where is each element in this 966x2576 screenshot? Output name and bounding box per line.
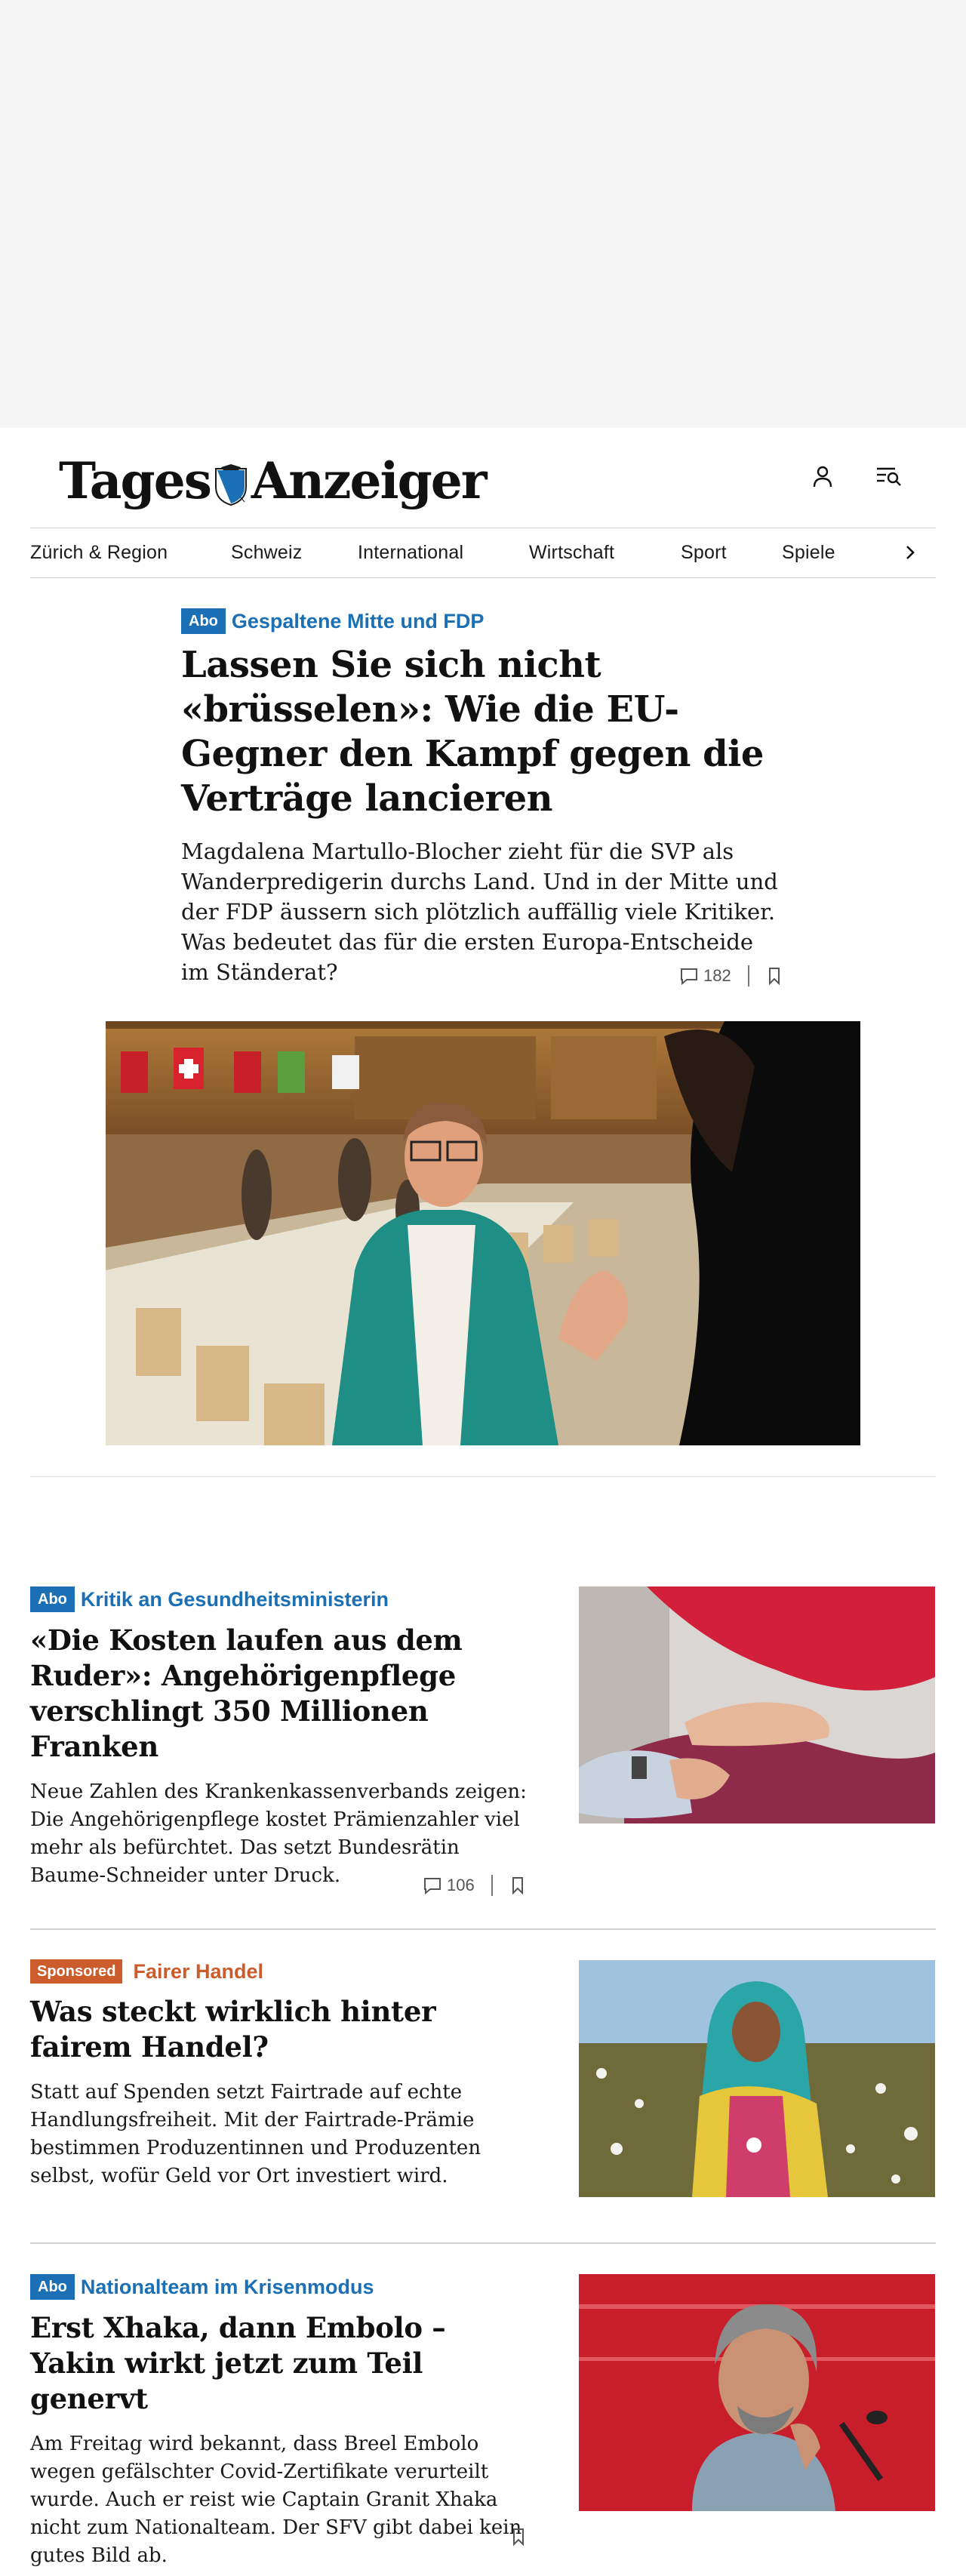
zurich-crest-icon [214, 460, 248, 502]
nav-item-wirtschaft[interactable]: Wirtschaft [529, 542, 615, 563]
sponsored-badge: Sponsored [30, 1959, 122, 1984]
teaser-title[interactable]: Erst Xhaka, dann Embolo – Yakin wirkt jetzt zum Teil genervt [30, 2311, 446, 2415]
teaser-image[interactable] [579, 1587, 935, 1824]
nav-item-international[interactable]: International [358, 542, 464, 563]
teaser-kicker-row [30, 2274, 528, 2300]
ad-slot [0, 0, 966, 428]
user-icon[interactable] [808, 461, 838, 491]
meta-divider [748, 965, 749, 986]
logo-text-left: Tages [59, 451, 211, 510]
comment-icon[interactable] [679, 966, 699, 986]
teaser-meta [423, 1875, 526, 1896]
meta-divider [491, 1875, 493, 1896]
lead-title[interactable]: Lassen Sie sich nicht «brüsselen»: Wie die EU-Gegner den Kampf gegen die Verträge lancieren [181, 644, 764, 820]
nav-item-sport[interactable]: Sport [681, 542, 727, 563]
teaser-meta [510, 2527, 527, 2547]
bookmark-icon[interactable] [510, 2527, 527, 2547]
site-logo[interactable] [59, 451, 486, 511]
chevron-right-icon[interactable] [900, 542, 921, 563]
teaser-text: Statt auf Spenden setzt Fairtrade auf echte Handlungsfreiheit. Mit der Fairtrade-Prämie bestimmen Produzentinnen und Produzenten selbst, wofür Geld vor Ort investiert wird. [30, 2081, 481, 2187]
lead-text: Magdalena Martullo-Blocher zieht für die SVP als Wanderpredigerin durchs Land. Und in der Mitte und der FDP äussern sich plötzlich auffällig viele Kritiker. Was bedeutet das für die ersten Europa-Entscheide im Ständerat? [181, 839, 778, 985]
nav-item-schweiz[interactable]: Schweiz [231, 542, 303, 563]
abo-badge: Abo [181, 608, 226, 634]
teaser-title[interactable]: Was steckt wirklich hinter fairem Handel? [30, 1995, 436, 2064]
teaser-kicker: Nationalteam im Krisenmodus [80, 2275, 374, 2298]
comment-count[interactable]: 182 [703, 966, 731, 985]
site-header [0, 428, 966, 528]
main-nav [30, 528, 936, 578]
teaser-article[interactable] [30, 1587, 528, 1890]
teaser-divider [30, 2242, 936, 2244]
teaser-image[interactable] [579, 1960, 935, 2197]
lead-kicker-row [181, 608, 785, 634]
section-divider [30, 1476, 936, 1477]
bookmark-icon[interactable] [509, 1876, 526, 1895]
nav-item-zuerich[interactable]: Zürich & Region [30, 542, 168, 563]
lead-meta [679, 965, 783, 986]
nav-item-spiele[interactable]: Spiele [782, 542, 835, 563]
teaser-image[interactable] [579, 2274, 935, 2511]
bookmark-icon[interactable] [766, 966, 783, 986]
teaser-text: Am Freitag wird bekannt, dass Breel Embolo wegen gefälschter Covid-Zertifikate verurteilt wurde. Auch er reist wie Captain Granit Xhaka nicht zum Nationalteam. Der SFV gibt dabei kein gutes Bild ab. [30, 2433, 522, 2567]
teaser-text: Neue Zahlen des Krankenkassenverbands zeigen: Die Angehörigenpflege kostet Prämienzahler viel mehr als befürchtet. Das setzt Bundesrätin Baume-Schneider unter Druck. [30, 1780, 527, 1887]
lead-article[interactable] [181, 608, 785, 987]
comment-icon[interactable] [423, 1876, 442, 1895]
teaser-title[interactable]: «Die Kosten laufen aus dem Ruder»: Angehörigenpflege verschlingt 350 Millionen Franken [30, 1623, 463, 1763]
teaser-kicker: Fairer Handel [133, 1959, 264, 1983]
teaser-kicker-row [30, 1587, 528, 1612]
abo-badge: Abo [30, 1587, 75, 1612]
menu-search-icon[interactable] [874, 461, 904, 491]
lead-image[interactable] [106, 1021, 860, 1445]
teaser-kicker: Kritik an Gesundheitsministerin [80, 1587, 389, 1611]
lead-kicker: Gespaltene Mitte und FDP [231, 609, 485, 632]
comment-count[interactable]: 106 [447, 1876, 475, 1894]
sponsored-article[interactable] [30, 1959, 528, 2190]
abo-badge: Abo [30, 2274, 75, 2300]
teaser-divider [30, 1928, 936, 1930]
logo-text-right: Anzeiger [251, 451, 486, 510]
teaser-article[interactable] [30, 2274, 528, 2570]
teaser-kicker-row [30, 1959, 528, 1984]
